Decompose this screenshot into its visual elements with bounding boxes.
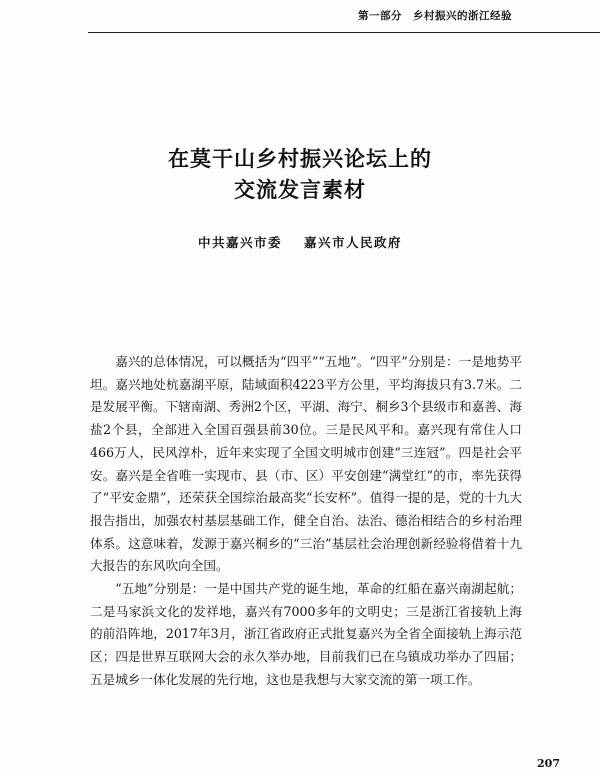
- author-municipal-committee: 中共嘉兴市委: [197, 235, 282, 250]
- article-authors: [0, 233, 600, 251]
- article-title-line-1: 在莫干山乡村振兴论坛上的: [168, 146, 432, 171]
- article-title-line-2: 交流发言素材: [234, 177, 366, 202]
- paragraph-five-places: “五地”分别是：一是中国共产党的诞生地，革命的红船在嘉兴南湖起航；二是马家浜文化的发祥地，嘉兴有7000多年的文明史；三是浙江省接轨上海的前沿阵地，2017年3月，浙江省政府正式批复嘉兴为全省全面接轨上海示范区；四是世界互联网大会的永久举办地，目前我们已在乌镇成功举办了四届；五是城乡一体化发展的先行地，这也是我想与大家交流的第一项工作。: [90, 581, 522, 687]
- author-municipal-government: 嘉兴市人民政府: [304, 235, 403, 250]
- header-rule: [88, 32, 600, 33]
- article-title: [0, 143, 600, 205]
- paragraph-four-flats: 嘉兴的总体情况，可以概括为“四平”“五地”。“四平”分别是：一是地势平坦。嘉兴地处杭嘉湖平原，陆域面积4223平方公里，平均海拔只有3.7米。二是发展平衡。下辖南湖、秀洲2个区，平湖、海宁、桐乡3个县级市和嘉善、海盐2个县，全部进入全国百强县前30位。三是民风平和。嘉兴现有常住人口466万人，民风淳朴，近年来实现了全国文明城市创建“三连冠”。四是社会平安。嘉兴是全省唯一实现市、县（市、区）平安创建“满堂红”的市，率先获得了“平安金鼎”，还荣获全国综治最高奖“长安杯”。值得一提的是，党的十九大报告指出，加强农村基层基础工作，健全自治、法治、德治相结合的乡村治理体系。这意味着，发源于嘉兴桐乡的“三治”基层社会治理创新经验将借着十九大报告的东风吹向全国。: [90, 354, 522, 574]
- article-body: [90, 351, 522, 692]
- running-header: 第一部分 乡村振兴的浙江经验: [358, 10, 512, 22]
- page-number: 207: [537, 757, 560, 770]
